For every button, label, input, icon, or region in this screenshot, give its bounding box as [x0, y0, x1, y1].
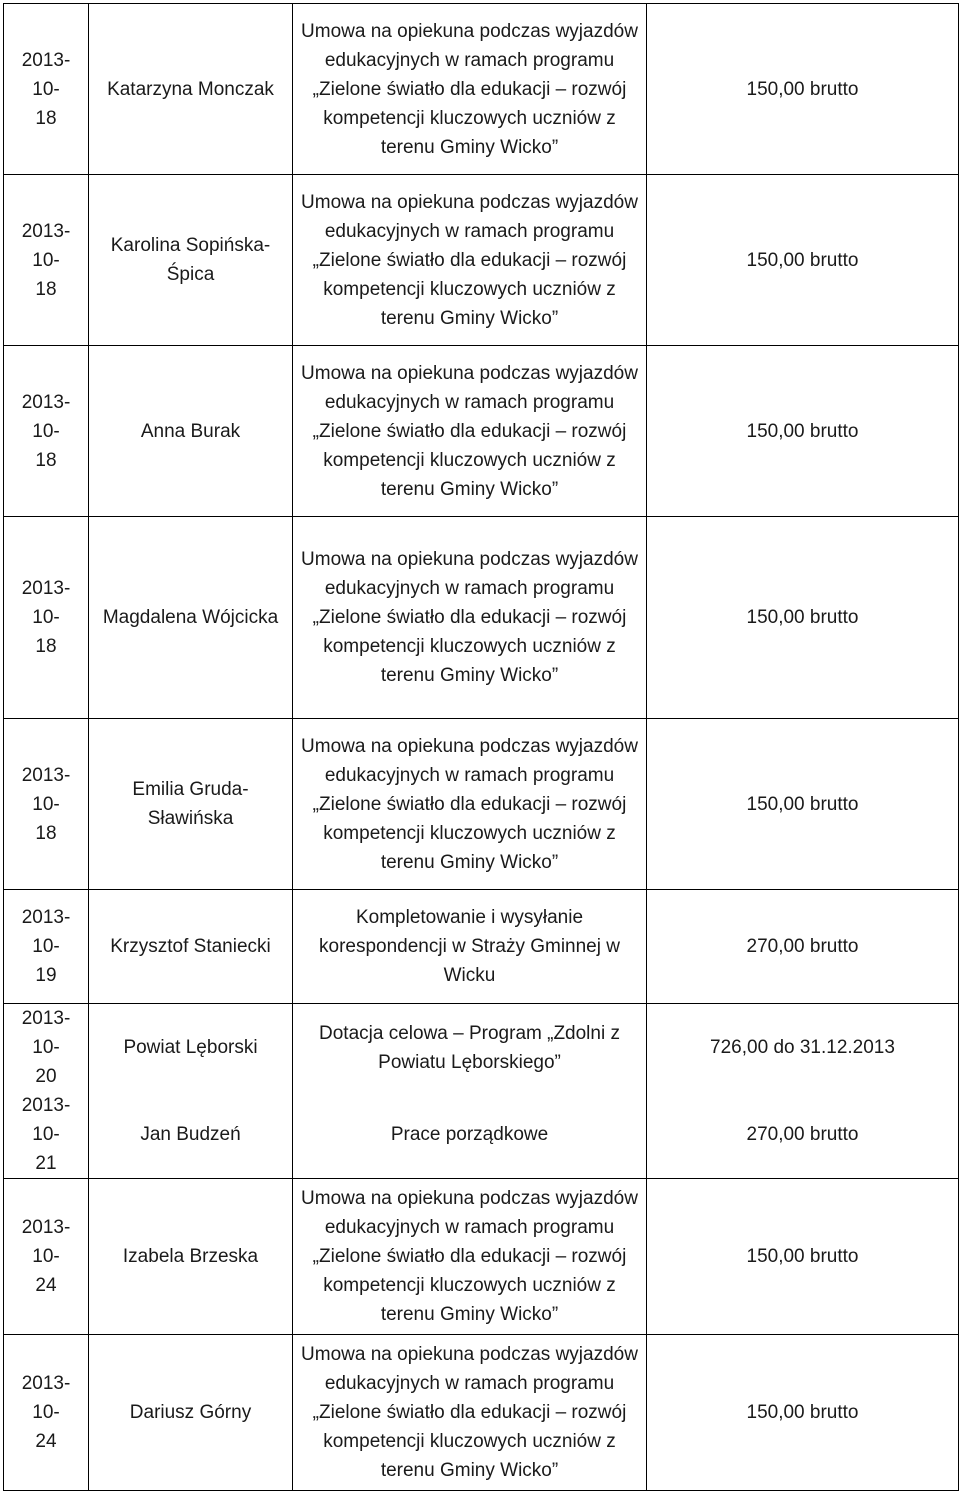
name-cell: Magdalena Wójcicka: [89, 517, 293, 719]
name-cell: Powiat Lęborski: [89, 1004, 293, 1092]
table-row: [4, 4, 959, 175]
contracts-table: [3, 3, 959, 1491]
name-cell: Jan Budzeń: [89, 1091, 293, 1179]
description-cell: Kompletowanie i wysyłanie korespondencji w Straży Gminnej w Wicku: [293, 890, 647, 1004]
amount-cell: 150,00 brutto: [647, 517, 959, 719]
name-cell: Emilia Gruda- Sławińska: [89, 719, 293, 890]
amount-cell: 150,00 brutto: [647, 346, 959, 517]
date-cell: 2013-10- 18: [4, 346, 89, 517]
date-cell: 2013-10- 21: [4, 1091, 89, 1179]
date-cell: 2013-10- 19: [4, 890, 89, 1004]
name-cell: Izabela Brzeska: [89, 1179, 293, 1335]
date-cell: 2013-10- 18: [4, 175, 89, 346]
amount-cell: 150,00 brutto: [647, 1179, 959, 1335]
amount-cell: 150,00 brutto: [647, 719, 959, 890]
amount-cell: 150,00 brutto: [647, 175, 959, 346]
name-cell: Katarzyna Monczak: [89, 4, 293, 175]
name-cell: Karolina Sopińska- Śpica: [89, 175, 293, 346]
table-row: [4, 1335, 959, 1491]
table-row: [4, 346, 959, 517]
amount-cell: 270,00 brutto: [647, 890, 959, 1004]
description-cell: Prace porządkowe: [293, 1091, 647, 1179]
date-cell: 2013-10- 24: [4, 1179, 89, 1335]
description-cell: Umowa na opiekuna podczas wyjazdów edukacyjnych w ramach programu „Zielone światło dla edukacji – rozwój kompetencji kluczowych uczniów z terenu Gminy Wicko”: [293, 4, 647, 175]
name-cell: Anna Burak: [89, 346, 293, 517]
amount-cell: 150,00 brutto: [647, 1335, 959, 1491]
amount-cell: 726,00 do 31.12.2013: [647, 1004, 959, 1092]
date-cell: 2013-10- 24: [4, 1335, 89, 1491]
description-cell: Umowa na opiekuna podczas wyjazdów edukacyjnych w ramach programu „Zielone światło dla edukacji – rozwój kompetencji kluczowych uczniów z terenu Gminy Wicko”: [293, 175, 647, 346]
date-cell: 2013-10- 18: [4, 517, 89, 719]
table-row: [4, 890, 959, 1004]
date-cell: 2013-10- 18: [4, 719, 89, 890]
description-cell: Umowa na opiekuna podczas wyjazdów edukacyjnych w ramach programu „Zielone światło dla edukacji – rozwój kompetencji kluczowych uczniów z terenu Gminy Wicko”: [293, 1335, 647, 1491]
table-row: [4, 1091, 959, 1179]
date-cell: 2013-10- 20: [4, 1004, 89, 1092]
name-cell: Krzysztof Staniecki: [89, 890, 293, 1004]
description-cell: Umowa na opiekuna podczas wyjazdów edukacyjnych w ramach programu „Zielone światło dla edukacji – rozwój kompetencji kluczowych uczniów z terenu Gminy Wicko”: [293, 719, 647, 890]
table-row: [4, 517, 959, 719]
amount-cell: 150,00 brutto: [647, 4, 959, 175]
name-cell: Dariusz Górny: [89, 1335, 293, 1491]
amount-cell: 270,00 brutto: [647, 1091, 959, 1179]
description-cell: Umowa na opiekuna podczas wyjazdów edukacyjnych w ramach programu „Zielone światło dla edukacji – rozwój kompetencji kluczowych uczniów z terenu Gminy Wicko”: [293, 1179, 647, 1335]
description-cell: Umowa na opiekuna podczas wyjazdów edukacyjnych w ramach programu „Zielone światło dla edukacji – rozwój kompetencji kluczowych uczniów z terenu Gminy Wicko”: [293, 346, 647, 517]
description-cell: Umowa na opiekuna podczas wyjazdów edukacyjnych w ramach programu „Zielone światło dla edukacji – rozwój kompetencji kluczowych uczniów z terenu Gminy Wicko”: [293, 517, 647, 719]
table-row: [4, 175, 959, 346]
table-row: [4, 1179, 959, 1335]
description-cell: Dotacja celowa – Program „Zdolni z Powiatu Lęborskiego”: [293, 1004, 647, 1092]
table-row: [4, 1004, 959, 1092]
date-cell: 2013-10- 18: [4, 4, 89, 175]
table-row: [4, 719, 959, 890]
